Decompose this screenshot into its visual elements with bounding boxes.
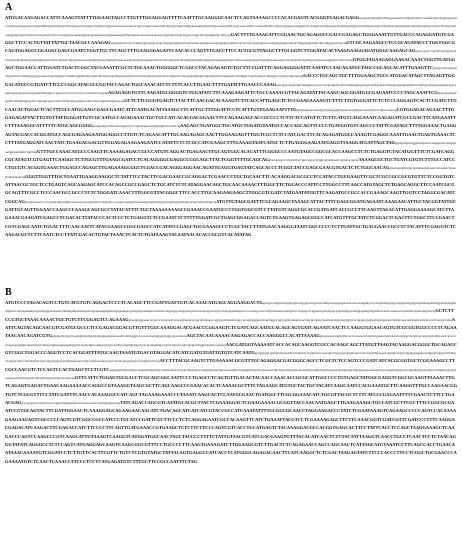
panel-a (5, 0, 457, 239)
exon-segment: GGGTTGGTTTGCTGAATTGAAGGAAGGCTCTATTTCCTACTTCGACGAACCGCAGGACTCGAACCCTGCTGCAACTTCACAAGGACGCGCCTCCATACCTGCGAAGTTCGCTCGCCGCCGCGTGTTCTCCGGTGTCATTAACGCTGCTCCTGAGTCAGCAAGAGCATCCACAGCCGCCGAGCTCTGCATCTCTCATAGGAACAGCTGCAACAAAACTTTGGCTTCTGGACCCATTCCTTGGCCTTCAACCATGTAGCTCTGAGCAGGCTTCCAATCGCGGCAGTTTCGCCTCCCAACGCCGCCCTCTCTGGGATCAAACTTTGGCGTTACGGGCTTCCACCTTGCAAGAAGAAGCTTGGCGTCGATCTATGAATATGGTTCAAGATGCCGCCACCGAAAGCAAGTTGGTCCTAGGCGACATCCGGCAG (5, 173, 456, 204)
intron-segment: gtgagtctttcatgctttaagtgttttaatttgatgatgatgtgatgaaataaattttcttttttgggttctccatcactaattggagtctatgttcgtaaatacag (51, 334, 187, 339)
exon-segment: ATGTCCCTAGACAGTCCTGTCATGTGTCAGGACTCCCTCACAGCTTCCGATTGATTGTCACAAACATGAGCAGGAAGGACTG (5, 300, 263, 305)
exon-segment: GCTCTTCGGGTGAGTCTTACTTCAACGACACAAAGTCTTCACCATTGAGCTCTCCGAAGAAAAGTCTTTCTTGTGGGATTCTCTCCCAGGAGTCACTCCGATCTTGCAACACTGGACTCACTTTGCCATGGAAGCGAGCGAATCATTCAATGACATTAAAGCTTCATTGCTTTGGATTCCTCATTTGTTGAAGAATTTTG (5, 98, 457, 112)
intron-segment: gtgagttgatctcaatctcatttttgtgcaaaagcatagtctttgagacatgatattttcgataaatttcagtttgttaacatgaagagtgcatttttacagctactaatcgagaagttatacatatgatgtaagttcatgcatctttggtatggtatttgctttttcttggtgatttcttgcag (110, 41, 347, 46)
exon-segment: TAAAGCGCTGCTGATCGTGTCTTTGCCATCCCTGCGTCACGGTGAAACTGGAGCCAGAGCTTGAGAAAGCGGCTCGACCGACAGGGAGGAACAGATTGAGGTGAGTATCAGCACCCTCGGCTACCGAGCGAACGTGACTCTCTGGCAACAG (5, 156, 456, 171)
exon-segment: AACGATGGTAAAAATCACCACAGCAAGGTCGCCACAAGCAGCTTATGTTAAGTACAAGGACGGGCTGCAGAGCGTCGGCTGGACCCAGGTCCTCACGGATTTATGCAAGTAAATGTGACGTAGGACATCATCGATGTGATTGTGTCATCAATG (5, 341, 457, 356)
intron-segment: gtaagtgagtcgatttgtatagtaatttttacttagtttcttctcggtacttccaactagtccttgcgcacaatgtttcattccaatcactgtttttgaaaaacagtttgtcaaagcctggatgttagagtcattttgttgtcagtgcactttttatgcttcgtgatatttccctttcattgttatctcgcctgtgctgtgaacgcgttgtaaactatccttgcaatattaacaataacagccattattcagcgaaatgccctattgtttttctttcag (5, 351, 456, 364)
exon-segment: TATCAGACCAGCGTCATATGCACGCTTACTCGAAAGGACTCGAAGAAAACGCGGTTACCAACAATGAGCTTGAAGAAAGCTGCCATCGCTTCGCTTTCCGGCGCGAATCCGTGCAGTACTTCGATTGGAACTCAAAGGAGCAGAAGAACAACATCTGACAGCATCATCATCGTACCGCCATCAAATATTTTGCGGCGCAACCTAGGAAGACCCTATCTCGAATAAAGTCAGAAGCCCCCAGTCCACAAAAGAAGAAGAGTCGCCCCCAGTCGTCGGCCGCCATCCCTGCATCCGATTCGCTTCCCTCTCAGGAGAATCGCCACAAGTTCATCTGAAATTACGTCCTCGAAAAGAGCTTCTTCAAACGGTCGATCGTTCGATCCCTTTCAAGGACGAGACATCAAGACTTCGAGACCATCTTCCCCTTCAGTTGATGAAACCGTGAAGCTCTCTTCTTCCCAGTCGTCACCTGCATGAGTCTACAAAGGACGCCACGGTGAGCACTTCCTATTCACCTCCAGCTAAGGAAAGCTCAAGACCCAGTCCAAGCCCGTCAAGCATTGTAAAGTCAAGGTCATGGATGGCAACTAGCTACCCCTTTTCTATTGTAACGTCATCGACGAAGTGTTTACACATCAACTCTCTACTATTAAGGTCAACCTGCCTCAACTCCTCTAACAGGGTATATCAGGGCCTCTCCAGTCATGAGGAGCAAGTCAAGCGGCGTTTCCTGCCCCTTCAAGTGAAAGATCTTGGAAGCGTCTTGACTCTCAGAGAACCAGCCAGCAACTCATTAGCATGTAAATCCTTCAGCCACCTGAACAATAAACAAAATGTCGGATCCTCTTGTTCACTTCGTTCTGTCTCGTGTATGCTATTACAGTGAGGCCATCACCTCATGGGCAGAGACAACTTCATCAAGGCTCTCGACTAAGAGTATCTTCCCACCCTTCCTCGGCTGCGAACCCAGAAAATGTCTCAACTCAAACCTTCCCTCCTCATGAGATGTCTTTGCTTCCGCCAATTTCTAG (5, 400, 457, 464)
exon-segment: AAGAGCTGATGGCTGCATGCTGGATGTAATGCCACCAGCAGTTCCCCTGATGGTGTCAGCCCTATTCGATAGCTTTTGGAAACTGAGGAGTACGACCACGGATGCCAGCGAGAAGAATGGAGGCCTTGTCTCAGAACATTTGCAAGAGAGCAACTTGGAAGAGTTTGGTCGCTCTCCATCGACTTCACAGAGATGGCCAAAGTCGAGGCAAATTGAACTGAGTGAAACTCCTTTATGAGGATCAACTATCTGAAGACGACGTTGGAGAGAAGAAGAATCCATATTCTCTCGCCATCGAAGCTTTGAAAGTAATCATGCTCTTGAGGGAAGAATGAGGTTAAGGATGATTAGCTAG (5, 123, 457, 146)
exon-segment: GTTCATTCTGGAGTGCGACCTCGCAGCGGCAATTCCCTGAGCCTCAGTGTTGACACTACAACCAAACACCGCGCATTGGCCCCTGTGAGCTATGGCGAGGTCGGCGCAAGTTAAAACTTGTCAGAGTGAGACTGAACAAGAAAAACCAGGCCGTAAAGGTAAGCGCTTCAGCAAGCCCGAACACACTCAAAACGCTTTCTAGAAGCATGTGCTACTGCTACATCAAGCAATCCACGAAATGCTTCAAGGTTTGCCAAGAACGGTGTCTCGCGTTTCCTATCGATTTCAACCACAAAGGCCATCAGCTAGAAAGAAACCCTAAATCAAGCACTCCAATGCGAACTGATGGCTTCGCGGAAACATCTGCGTTACGCTCTTCATCCCGAGAATTTTCGAACTCTTCCTGAACGAG (5, 375, 458, 406)
intron-segment: gtaagaattttgtagttttctttttggaaaattttacttttgtaatttgttttccatattttcgtttcattggaagatattttcacttgaaaatttggaaatcattagaattttttaagttctttgatgctttttcgtttaaatcatcgtagcctatgttttctcggaaaactttaaaatcaatcacagcacaagtccaaatcaatttcggaagcttagtcatttggataatagttgttgaattttgacaattgaatttttcaagcaaaccttatttcccattaatttcatttccatgcacgtggaaacaaggttttcttcaaaggtctatattgtaaatgcttcgttttgaattggaatcactgttgaacaagcctattgttaaccgttgtttgttgtcatgtttgacagaagcacttgccttcaatgcaattcagtggtttgctgatcttttacaacttctgcttgtacatttccaacgagacacttatatatggtatcgatatgaaaacaagattttaaagctttttgcatgtttacatcttaataaagaaaacatgaatgtttaatgcatgttaacttggcttttctgatttggttgtcttttgcag (5, 16, 457, 37)
panel-label-a: A (5, 2, 13, 13)
exon-segment: AGAGAGGTGTTCAAGATGCGGGGTCTGGATATCTTCAAAGAAGATTCTGCCAAAACGTTACAGATATTACAAGCAGCGGATGGCGAGAATCCCCTAGCAAATTCG (108, 90, 438, 96)
intron-segment: gtacgatgatcacaacttcacatccagtttttttggtgatttacactaaaaacaatttcaatttttgaagtttacag (21, 401, 120, 406)
intron-segment: gtttgtatgtaatctatattggctgatgagggtttgtaatcttctgtttgatcaacttgaatcctctgtttacatacag (296, 107, 397, 112)
exon-segment: GACTTTTGAAAGATTCGGAACTGCAGAGGCCGACCGAGAGCTGGGAAATTGTTGACCCAGAGGATGTCGAGGCTTCCACTGTTATTATTGCTAACGCCAAAGAG (5, 31, 454, 46)
exon-segment: GACCCTGCAGCTGCTTTGGAAGCTGCCATGGACATAGCTTAGAGTTGGGACATGCCGTGATCTTCCCCGGCATACGCCGGTACCAGACTGGCAAACATCTCTTTCACCTTGAACTTTTGATATTTGAACCCAAAG (5, 73, 455, 87)
intron-segment: gtgagtgttttttgacaattgcaaagatatttgtgttttgccaatttacataacacgagctttttgttgcacaagtgtgtactgttttgcaatcttttgtttcattgaggttttctgctttcgaaaagactgtctttgactttgcgatacatcttaatttgcatggtttagttttatgtaactgattgttgtgctttgcagaaagcattatttaactgcaatgatttagatgctaccgtgattgtgtcgactgtgccctttgtttttggcgatacatgaaactgttttacttgtttttctgtctgtttttgtaacttttgctctctatacag (5, 367, 457, 381)
exon-segment: ATGGACAAGAGACCATTCAAAGTTATTTTGGAAGTAGCCTTGTTTGGAGGAGTTTTCAATTTGCAAGGGCAACTCCAGTAAAAGCCCCACACGAGTCACGGGTGAGACGAGG (5, 15, 360, 20)
exon-segment: GTGGTAGAAGAGGAAGACAAACTGGTTGATGGAGCTGGAACCATTGGATCTGACTCGGCTACGAAATTCGCTCTGCAAACTGGGGGCTCGGCCTACAGAGAGTCTGCTTCCGATTTCAGGAGGGGATTCAATATCCAACAGATGCTAGCCGCAGCACATTTGAAGTTC (5, 56, 456, 71)
exon-segment: CGTGGAGACAGAACTTTGGAGAGATTACTTGTGTTATTGGGATTGTCGCAATGCCAGAGAAACTGCTGCCATCACACGACGGAACTTCCAGAAGAGCACCGCCCCTCTTCTCCATGTTCTCTTCATGTCAGGAAATCAAGAGATCGCCGACTTCATGAAATTCTTTAAAGGCATTTTTCATGCAGCGGGG (5, 106, 456, 129)
exon-segment: ATGTTGTAGCGATTTCGCAGAAGCTAAAGCATTACTTTCGAGCGGATGAGAATCAAAGAACATTGCTACGGTATTGCGATTGCAGTTGGAACCAAGCCCAAAGCAGCGCCTATACATTTCTGCTAAAAAAAAGCCGAAACCGAATGCCCTGGTGGCGTCCTTATGTCAGGCGCACCGATGATCACCGCCTTCAAGTTAGACATTGAGGAAAAGCATCTTAGAAACGAAGATCGAGCCTCGACACTTATACCCACTCCCTCTGAGGTCTCCGAATCTCTTTTTGGATCGCTGAGCGGAGACCAGTCTGAAGTGAGAGCGGCCATCATGTTTGCTATCTCGGACTCGACTTCTGGCTTCCGAACTCGTCGAGCAATCTGGACTTTCAACAATTCATACGAAGCCGGCGAGCCATCATATCCGAGCTGCGAAAGCCCTCGCTACCTTATGAACAAGGGTAATCGGCCCCCTCTTGATTGCTGACGAACCGCCTCTACATTTCGAGGTCTCAAGACGCTCTTCAATCTCCTTATCGACACTGTACTAAACTCACTCTGATAAAGTACAATAACACACCGCGTCACATATAG (5, 198, 457, 237)
intron-segment: gttagttcttaaacccctcgtaatctgttgtttgtttcaatcaaaacgcatgatttatctctttgtattttcccaagtacaatgtgtctgaaaaatgtttgttttcttggcgctttgtttggtatattatgcttctgcttttttctcttttgcag (24, 199, 217, 204)
intron-segment: gtaagaattgcattatactttctggatactcccagtttacgaaaaagttgtttgttttttcatttttcag (92, 124, 181, 129)
intron-segment: gtaagtccttttgtttcttttgttttagtttcttggtgtatcttgacatcattttgcaaagagagtaaaatcaatcaaaagttttgcttcctttgtaattgtgctgtctagagcttttgtgtgtttgatattagaatttttggaatttaaaggtttttttgtttctcttagagaaaaagctgaatgtgggaaaaaaatctttaagtgtttttaaaatagatctttgcataaagtagaattatgtgaaatgacgatttgatgctaatagaaccttttatttcattgaaggcaaagaaaagtttcacttcaaatgcacactgccttcttgtgattaaagaacccacaatagcataccatgtcaaaaaaacaatttgttaccctagagcctctggaactgttatatgagcgagattttgtgacatttggagaatgttttgattttcacatcttcaaattcatcgttatttatctgaattatttgttttcag (5, 301, 457, 314)
panel-b (5, 285, 457, 466)
panel-label-b: B (5, 287, 12, 298)
intron-segment: gtaaggtaggaaatcatctgtctcttctttcacttgcaaatgttaagaatcggctgtatgaagccagtctgcttgttaatttgagccgcatgttgaggatctttagtttggctctgtgaagtgattaagtaaactttgctgctgcagtaaatttaatctgtcatagttgtgcatcgaaggcgagtgatttgatgttgagtctgtttgcaaacattcttagttatcttgtccctcttttaacgttcatag (128, 317, 452, 322)
sequence-text-b (5, 299, 457, 466)
intron-segment: gtaaaagatgttttgtgctgattgaagttttaaaactttcaaatttctgaaagcatttgttaattcag (5, 166, 456, 179)
exon-segment: GTTTGCCAAACATGCCCAAGTTCAAAAGAGACCGCCCATGTCAGGACTGAGAACTTGCAGTGGCACACATTTCGGGCCCAATGTAGCCGGCGCACCAAGCCTCTCTGAGGTCTACATGGTTTCTCGATCAGGCGCATAGTCGTGAGTTCAAGGCTCTTGCGTTTGAAGCGATCCTCACAGGGGCGAGGCCGGCAGCTTACTCGGTTTTGCAGCAG (5, 148, 455, 162)
intron-segment: gtaagaaaacatgttgttttttcacctcaaatactctctgtttctgaaaactgtctatatctcttgtggctttctgttcgcattgtcgctattttgaatctcgtacatcacgaatgcgaggtcttaaatttagctctttttgtcagttgaagagagtttggctatcctgatctgttccatgtgcgtctgccaattttgaaagttgttgtgactgatcgcttatgttttgaccgttctatgactacagtctgagtactttggttttaaattcccgtgtag (5, 334, 456, 347)
intron-segment: gtaaatgtgatgtttgagtttcagttgtttagtttgctttcctgtatgtcgaaccaattcctttttgcgttgcgtattacattttccttcttcttgttaattttgtaaacag (5, 91, 457, 104)
exon-segment: GCTCTTCCGTGCTAAACAAAACTGCTGTCTTCGGAGTCCAGAAAG (5, 308, 454, 322)
intron-segment: gtatcatggatcctcttgctttttctctgttcagagcttgtgttcagtttgtaactccgttttcacagcag (268, 157, 359, 162)
intron-segment: gtgagcttgttttagggttttagaatctcaaaaacaatcctttgaaaaattgtttcatttttttttcttgttttag (5, 141, 457, 154)
exon-segment: AGCTACAACAAAACAAGAGACCACCAAGGGCCACATTAAAAG (186, 333, 320, 339)
intron-segment: gtaaacgaatccagcttttaattcggtatatttcttgaaaatgctgaatttgcttgtagttttgtaatccttacctgaaaacttgcgattaaacaaaagtgttttgaaagtttgttgttcaaatcaaaagaattagaatcagatgctctttaaccattctgtgaaacttttatttatgtaatatgttcgtggaataaagaatgttaagaccttatctaaaagaagagcttctgtttgaaattaaaagtcatacatttgcatcatgttttgacatagtcaaaaggtattacattttcttcaag (5, 49, 457, 62)
exon-segment: GTCGCAAGAAGCCTCCGCAGATACCCTGGTGGCGCAGTGGAGGCGGAGGCGAGCGAATCTGGTTGCTTCAGCTTTGAAGGGAGATTCAACACCCAGTTTGACCTTCCACTGCGTTAGGCTTTGCGGTCTTGGATACACTAAGGAAGGAGATGGGCAAGAGCAG (5, 40, 455, 54)
sequence-text-a (5, 14, 457, 239)
exon-segment: ACCTTTACGCAAGTCTTGAAAAACGCGTTTGCAGAGGACGACGGGCAGCCTCGCTCTCCAGTCCCGATCATCACGCGGTGCTCGGAAAGCCTTCGCCAACGTCTCCAGTCCACTGAGCTCCTCGTC (5, 358, 455, 372)
exon-segment: AATTCAGTACAGCAACGTCGATGCGCCCTCCGAGACGGACGTTGTTTGGCAAAGGACACGAACCCGGAAGTCTCGATCAGCAATGCACAGCAGTGATCAGAATCAACTCCAAGGTGGAACAGTGTCGCGGTGGCCCCTCAGAATAACAACAGATCGTG (5, 316, 457, 339)
intron-segment: gtaagacttgctgaaagcttgtctttttctccattttttgcgctggcaaaactcgatctggaacctaaattttcggttatattgcatatttatttcatgttcagatattgaaattcttgtttctttctgttcttgacgtatattcaactcttttgacttcctagcgagattgctgtacagaatgaaactttatgtgaaaccttttttgagccagacttgtgactctgttgagccagattgcatgtctaaaag (5, 66, 457, 79)
intron-segment: gtactgaacatgattttgtcttaatgttaaaacactctgagtattgattcattttctagtttgtgttgttcttgaaactttgtagatatctttgtgaagaatgaatgtttcttcagtttgacattatgaaaaaaatcagacattgtttagaaaataaaaaactgtaatattatttgtgtacctgaacttctcatcactcatttccacatttcatcttcagaag (5, 82, 457, 96)
